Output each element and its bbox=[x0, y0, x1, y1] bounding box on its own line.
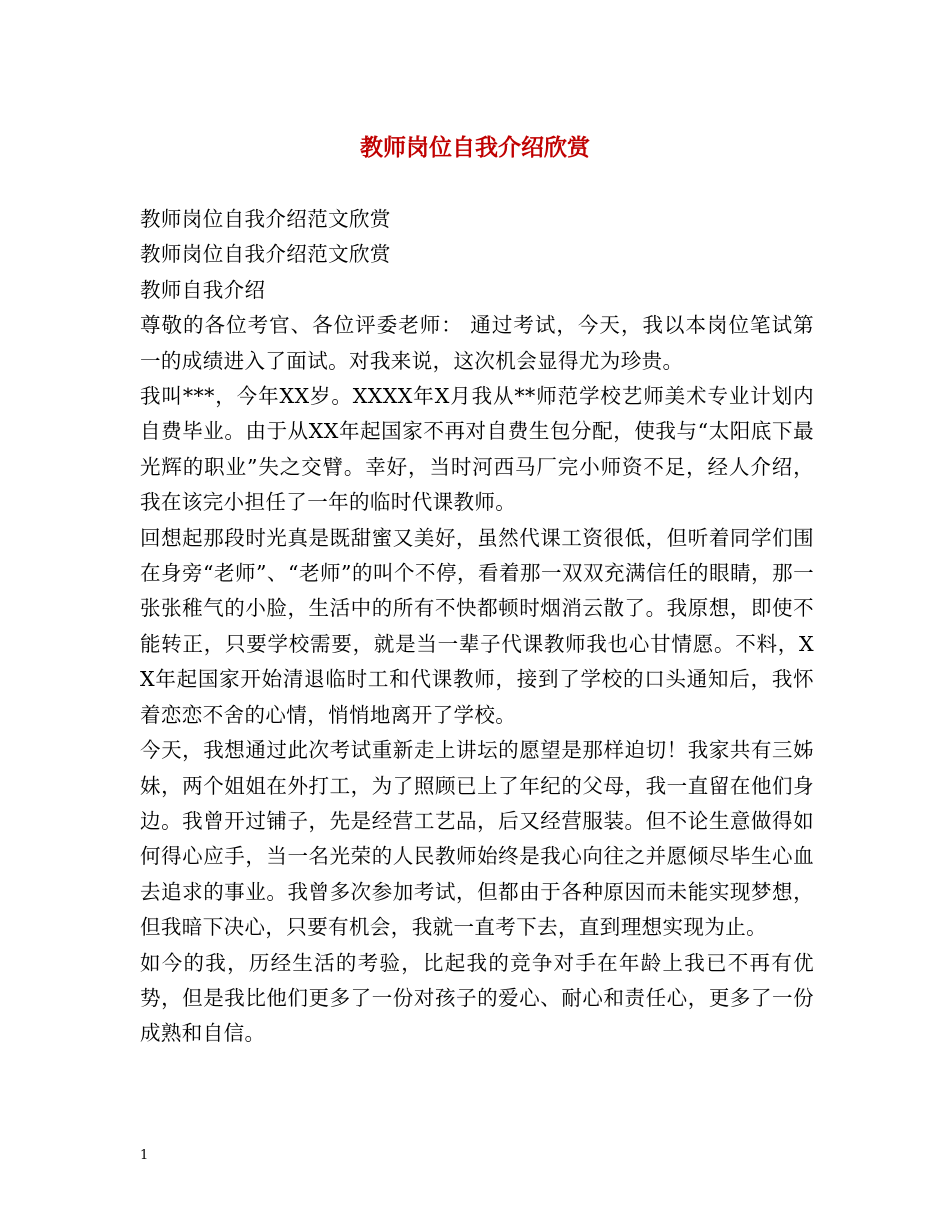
page-number: 1 bbox=[140, 1148, 149, 1163]
paragraph-subtitle-1: 教师岗位自我介绍范文欣赏 bbox=[140, 207, 391, 231]
paragraph-background: 我叫***，今年XX岁。XXXX年X月我从**师范学校艺师美术专业计划内自费毕业。由于从XX年起国家不再对自费生包分配，使我与“太阳底下最光辉的职业”失之交臂。幸好，当时河西马厂完小师资不足，经人介绍，我在该完小担任了一年的临时代课教师。 bbox=[140, 384, 814, 515]
paragraph-heading: 教师自我介绍 bbox=[140, 277, 266, 302]
document-title: 教师岗位自我介绍欣赏 bbox=[360, 135, 590, 161]
paragraph-memories: 回想起那段时光真是既甜蜜又美好，虽然代课工资很低，但听着同学们围在身旁“老师”、“老师”的叫个不停，看着那一双双充满信任的眼睛，那一张张稚气的小脸，生活中的所有不快都顿时烟消云散了。我原想，即使不能转正，只要学校需要，就是当一辈子代课教师我也心甘情愿。不料，XX年起国家开始清退临时工和代课教师，接到了学校的口头通知后，我怀着恋恋不舍的心情，悄悄地离开了学校。 bbox=[140, 525, 814, 727]
document-body bbox=[140, 202, 814, 1052]
paragraph-greeting: 尊敬的各位考官、各位评委老师： 通过考试，今天，我以本岗位笔试第一的成绩进入了面试。对我来说，这次机会显得尤为珍贵。 bbox=[140, 313, 814, 373]
paragraph-aspiration: 今天，我想通过此次考试重新走上讲坛的愿望是那样迫切！我家共有三姊妹，两个姐姐在外打工，为了照顾已上了年纪的父母，我一直留在他们身边。我曾开过铺子，先是经营工艺品，后又经营服装。但不论生意做得如何得心应手，当一名光荣的人民教师始终是我心向往之并愿倾尽毕生心血去追求的事业。我曾多次参加考试，但都由于各种原因而未能实现梦想，但我暗下决心，只要有机会，我就一直考下去，直到理想实现为止。 bbox=[140, 738, 814, 940]
paragraph-conclusion: 如今的我，历经生活的考验，比起我的竞争对手在年龄上我已不再有优势，但是我比他们更多了一份对孩子的爱心、耐心和责任心，更多了一份成熟和自信。 bbox=[140, 950, 814, 1046]
paragraph-subtitle-2: 教师岗位自我介绍范文欣赏 bbox=[140, 242, 391, 267]
